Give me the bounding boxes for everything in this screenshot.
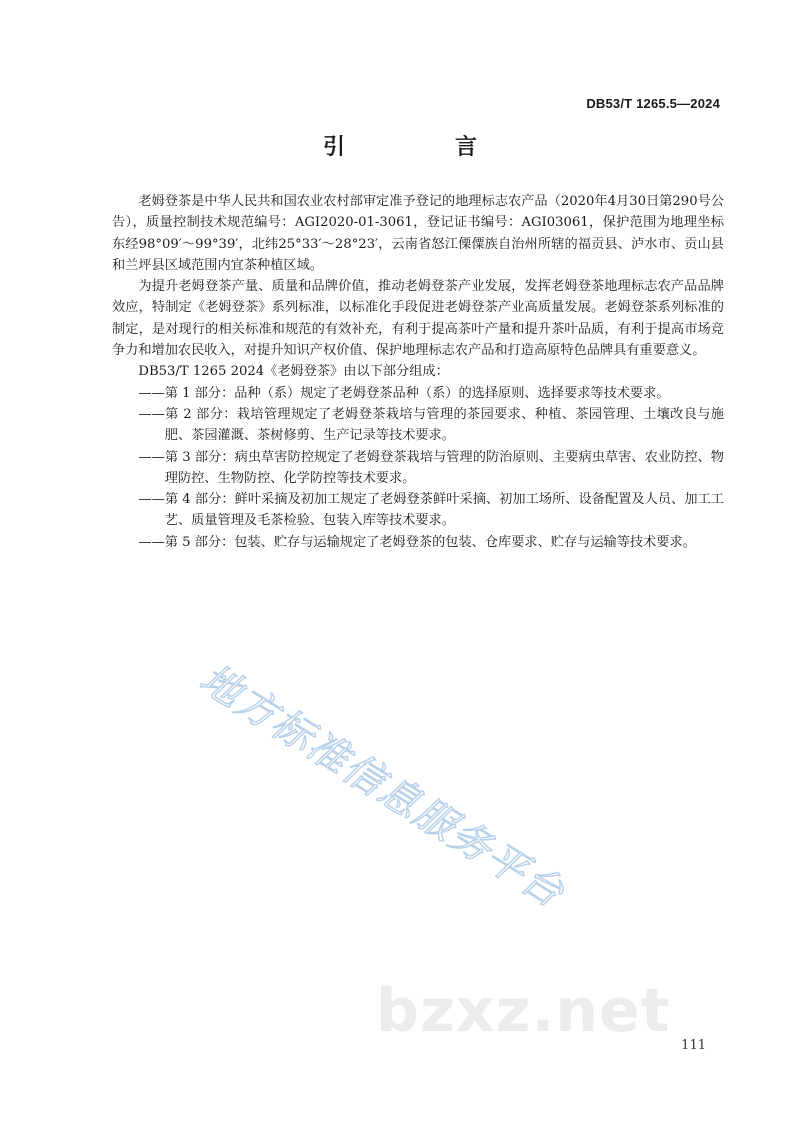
part-list-item-3: ——第 3 部分：病虫草害防控规定了老姆登茶栽培与管理的防治原则、主要病虫草害、农业防控、物理防控、生物防控、化学防控等技术要求。 <box>138 449 724 486</box>
parts-intro: DB53/T 1265 2024《老姆登茶》由以下部分组成： <box>138 364 449 380</box>
document-body <box>112 191 724 553</box>
platform-watermark: 地方标准信息服务平台 <box>191 655 573 918</box>
part-list-item-5: ——第 5 部分：包装、贮存与运输规定了老姆登茶的包装、仓库要求、贮存与运输等技术要求。 <box>138 534 696 550</box>
document-code: DB53/T 1265.5—2024 <box>586 96 720 111</box>
intro-paragraph-2: 为提升老姆登茶产量、质量和品牌价值，推动老姆登茶产业发展，发挥老姆登茶地理标志农产品品牌效应，特制定《老姆登茶》系列标准，以标准化手段促进老姆登茶产业高质量发展。老姆登茶系列标准的制定，是对现行的相关标准和规范的有效补充，有利于提高茶叶产量和提升茶叶品质，有利于提高市场竞争力和增加农民收入，对提升知识产权价值、保护地理标志农产品和打造高原特色品牌具有重要意义。 <box>112 279 724 359</box>
part-list-item-1: ——第 1 部分：品种（系）规定了老姆登茶品种（系）的选择原则、选择要求等技术要求。 <box>138 385 670 401</box>
site-watermark: bzxz.net <box>376 976 671 1046</box>
intro-paragraph-1: 老姆登茶是中华人民共和国农业农村部审定准予登记的地理标志农产品（2020年4月30日第290号公告），质量控制技术规范编号：AGI2020-01-3061，登记证书编号：AGI03061，保护范围为地理坐标东经98°09′～99°39′，北纬25°33′～28°23′，云南省怒江傈僳族自治州所辖的福贡县、泸水市、贡山县和兰坪县区域范围内宜茶种植区域。 <box>112 194 724 273</box>
page-title: 引 言 <box>322 135 521 160</box>
part-list-item-2: ——第 2 部分：栽培管理规定了老姆登茶栽培与管理的茶园要求、种植、茶园管理、土壤改良与施肥、茶园灌溉、茶树修剪、生产记录等技术要求。 <box>138 406 724 444</box>
part-list-item-4: ——第 4 部分：鲜叶采摘及初加工规定了老姆登茶鲜叶采摘、初加工场所、设备配置及人员、加工工艺、质量管理及毛茶检验、包装入库等技术要求。 <box>138 492 724 529</box>
page-number: 111 <box>681 1038 706 1053</box>
